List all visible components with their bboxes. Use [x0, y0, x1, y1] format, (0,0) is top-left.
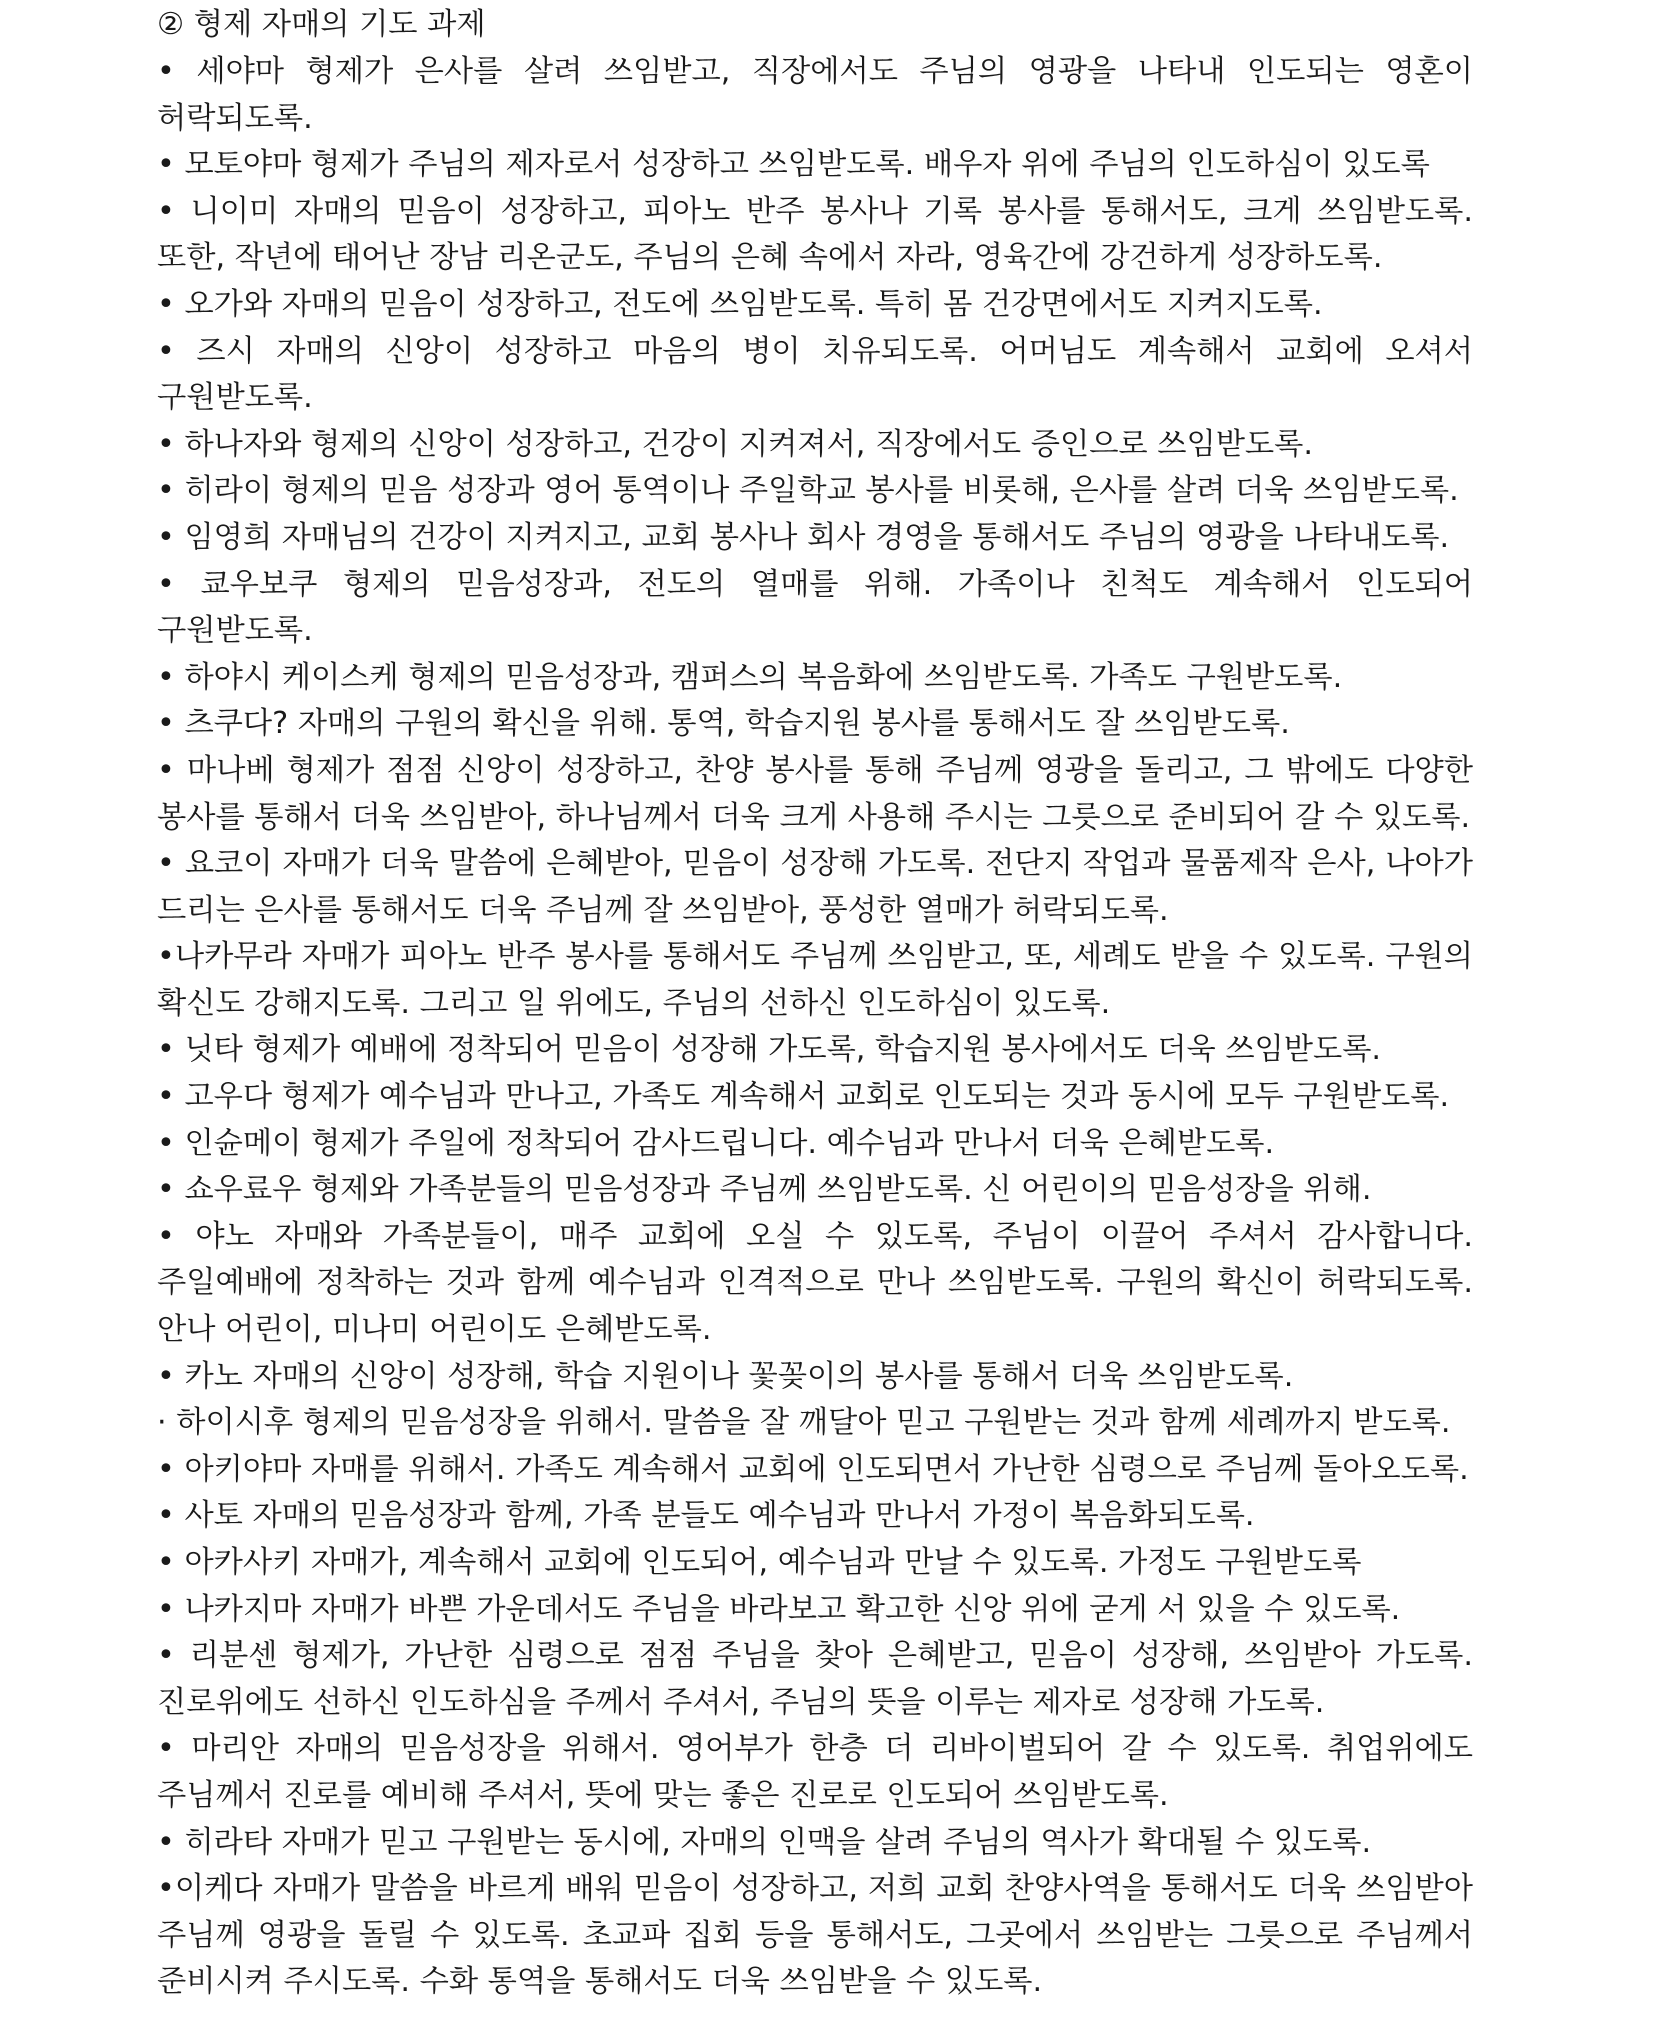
prayer-item: • 히라타 자매가 믿고 구원받는 동시에, 자매의 인맥을 살려 주님의 역사가 확대될 수 있도록.	[157, 1824, 1372, 1860]
prayer-item: • 마나베 형제가 점점 신앙이 성장하고, 찬양 봉사를 통해 주님께 영광을 돌리고, 그 밖에도 다양한 봉사를 통해서 더욱 쓰임받아, 하나님께서 더욱 크게 사용해 주시는 그릇으로 준비되어 갈 수 있도록.	[157, 752, 1473, 835]
prayer-item: • 야노 자매와 가족분들이, 매주 교회에 오실 수 있도록, 주님이 이끌어 주셔서 감사합니다. 주일예배에 정착하는 것과 함께 예수님과 인격적으로 만나 쓰임받도록. 구원의 확신이 허락되도록. 안나 어린이, 미나미 어린이도 은혜받도록.	[157, 1218, 1473, 1348]
prayer-item: •나카무라 자매가 피아노 반주 봉사를 통해서도 주님께 쓰임받고, 또, 세례도 받을 수 있도록. 구원의 확신도 강해지도록. 그리고 일 위에도, 주님의 선하신 인도하심이 있도록.	[157, 939, 1473, 1021]
prayer-item: • 히라이 형제의 믿음 성장과 영어 통역이나 주일학교 봉사를 비롯해, 은사를 살려 더욱 쓰임받도록.	[157, 473, 1459, 509]
prayer-item: • 하야시 케이스케 형제의 믿음성장과, 캠퍼스의 복음화에 쓰임받도록. 가족도 구원받도록.	[157, 659, 1343, 695]
prayer-item: • 사토 자매의 믿음성장과 함께, 가족 분들도 예수님과 만나서 가정이 복음화되도록.	[157, 1498, 1255, 1534]
prayer-list	[157, 49, 1473, 2006]
prayer-item: • 모토야마 형제가 주님의 제자로서 성장하고 쓰임받도록. 배우자 위에 주님의 인도하심이 있도록	[157, 147, 1430, 183]
prayer-item: • 리분센 형제가, 가난한 심령으로 점점 주님을 찾아 은혜받고, 믿음이 성장해, 쓰임받아 가도록. 진로위에도 선하신 인도하심을 주께서 주셔서, 주님의 뜻을 이루는 제자로 성장해 가도록.	[157, 1638, 1473, 1720]
prayer-item: • 츠쿠다? 자매의 구원의 확신을 위해. 통역, 학습지원 봉사를 통해서도 잘 쓰임받도록.	[157, 706, 1290, 742]
prayer-item: · 하이시후 형제의 믿음성장을 위해서. 말씀을 잘 깨달아 믿고 구원받는 것과 함께 세례까지 받도록.	[157, 1405, 1451, 1441]
prayer-item: • 아카사키 자매가, 계속해서 교회에 인도되어, 예수님과 만날 수 있도록. 가정도 구원받도록	[157, 1545, 1362, 1580]
prayer-item: • 닛타 형제가 예배에 정착되어 믿음이 성장해 가도록, 학습지원 봉사에서도 더욱 쓰임받도록.	[157, 1032, 1382, 1068]
prayer-item: • 카노 자매의 신앙이 성장해, 학습 지원이나 꽃꽂이의 봉사를 통해서 더욱 쓰임받도록.	[157, 1358, 1294, 1394]
prayer-item: • 즈시 자매의 신앙이 성장하고 마음의 병이 치유되도록. 어머님도 계속해서 교회에 오셔서 구원받도록.	[157, 333, 1473, 416]
prayer-item: • 임영희 자매님의 건강이 지켜지고, 교회 봉사나 회사 경영을 통해서도 주님의 영광을 나타내도록.	[157, 519, 1450, 555]
prayer-item: • 마리안 자매의 믿음성장을 위해서. 영어부가 한층 더 리바이벌되어 갈 수 있도록. 취업위에도 주님께서 진로를 예비해 주셔서, 뜻에 맞는 좋은 진로로 인도되어 쓰임받도록.	[157, 1731, 1473, 1813]
prayer-item: •이케다 자매가 말씀을 바르게 배워 믿음이 성장하고, 저희 교회 찬양사역을 통해서도 더욱 쓰임받아 주님께 영광을 돌릴 수 있도록. 초교파 집회 등을 통해서도, 그곳에서 쓰임받는 그릇으로 주님께서 준비시켜 주시도록. 수화 통역을 통해서도 더욱 쓰임받을 수 있도록.	[157, 1871, 1473, 2000]
prayer-item: • 세야마 형제가 은사를 살려 쓰임받고, 직장에서도 주님의 영광을 나타내 인도되는 영혼이 허락되도록.	[157, 54, 1473, 136]
prayer-item: • 쿄우보쿠 형제의 믿음성장과, 전도의 열매를 위해. 가족이나 친척도 계속해서 인도되어 구원받도록.	[157, 566, 1473, 649]
prayer-item: • 인슌메이 형제가 주일에 정착되어 감사드립니다. 예수님과 만나서 더욱 은혜받도록.	[157, 1125, 1275, 1161]
prayer-item: • 고우다 형제가 예수님과 만나고, 가족도 계속해서 교회로 인도되는 것과 동시에 모두 구원받도록.	[157, 1079, 1450, 1115]
prayer-item: • 쇼우료우 형제와 가족분들의 믿음성장과 주님께 쓰임받도록. 신 어린이의 믿음성장을 위해.	[157, 1172, 1372, 1208]
prayer-document	[157, 0, 1473, 2006]
prayer-item: • 요코이 자매가 더욱 말씀에 은혜받아, 믿음이 성장해 가도록. 전단지 작업과 물품제작 은사, 나아가 드리는 은사를 통해서도 더욱 주님께 잘 쓰임받아, 풍성한 열매가 허락되도록.	[157, 846, 1473, 928]
prayer-item: • 나카지마 자매가 바쁜 가운데서도 주님을 바라보고 확고한 신앙 위에 굳게 서 있을 수 있도록.	[157, 1591, 1401, 1627]
prayer-item: • 니이미 자매의 믿음이 성장하고, 피아노 반주 봉사나 기록 봉사를 통해서도, 크게 쓰임받도록. 또한, 작년에 태어난 장남 리온군도, 주님의 은혜 속에서 자라, 영육간에 강건하게 성장하도록.	[157, 193, 1473, 276]
section-heading: ② 형제 자매의 기도 과제	[157, 7, 486, 42]
prayer-item: • 오가와 자매의 믿음이 성장하고, 전도에 쓰임받도록. 특히 몸 건강면에서도 지켜지도록.	[157, 286, 1323, 322]
prayer-item: • 하나자와 형제의 신앙이 성장하고, 건강이 지켜져서, 직장에서도 증인으로 쓰임받도록.	[157, 426, 1313, 462]
prayer-item: • 아키야마 자매를 위해서. 가족도 계속해서 교회에 인도되면서 가난한 심령으로 주님께 돌아오도록.	[157, 1451, 1469, 1487]
